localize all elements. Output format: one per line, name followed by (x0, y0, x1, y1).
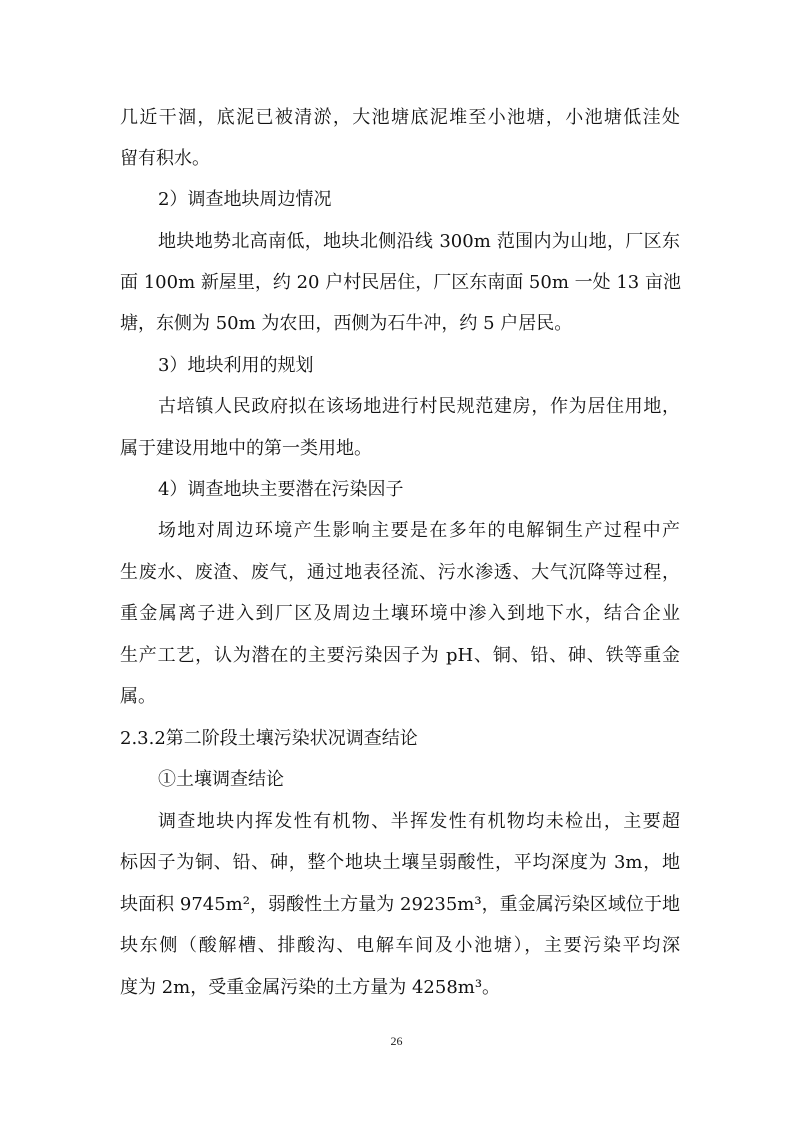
paragraph-line: 场地对周边环境产生影响主要是在多年的电解铜生产过程中产 (158, 520, 680, 541)
paragraph-line: 古培镇人民政府拟在该场地进行村民规范建房，作为居住用地， (158, 396, 680, 417)
subsection-heading: ①土壤调查结论 (158, 769, 284, 790)
paragraph-line: 块面积 9745m²，弱酸性土方量为 29235m³，重金属污染区域位于地 (120, 894, 680, 915)
paragraph-line: 塘，东侧为 50m 为农田，西侧为石牛冲，约 5 户居民。 (120, 313, 573, 334)
paragraph-line: 地块地势北高南低，地块北侧沿线 300m 范围内为山地，厂区东 (158, 231, 680, 252)
list-heading: 3）地块利用的规划 (158, 355, 314, 376)
paragraph-line: 属。 (120, 686, 156, 707)
paragraph-line: 标因子为铜、铅、砷，整个地块土壤呈弱酸性，平均深度为 3m，地 (120, 852, 680, 873)
paragraph-line: 重金属离子进入到厂区及周边土壤环境中渗入到地下水，结合企业 (120, 603, 680, 624)
list-heading: 4）调查地块主要潜在污染因子 (158, 479, 404, 500)
list-heading: 2）调查地块周边情况 (158, 189, 332, 210)
paragraph-line: 属于建设用地中的第一类用地。 (120, 438, 372, 459)
paragraph-line: 调查地块内挥发性有机物、半挥发性有机物均未检出，主要超 (158, 811, 680, 832)
paragraph-line: 生产工艺，认为潜在的主要污染因子为 pH、铜、铅、砷、铁等重金 (120, 645, 680, 666)
paragraph-line: 留有积水。 (120, 148, 210, 169)
paragraph-line: 生废水、废渣、废气，通过地表径流、污水渗透、大气沉降等过程， (120, 562, 680, 583)
paragraph-line: 几近干涸，底泥已被清淤，大池塘底泥堆至小池塘，小池塘低洼处 (120, 107, 680, 128)
paragraph-line: 度为 2m，受重金属污染的土方量为 4258m³。 (120, 977, 501, 998)
paragraph-line: 块东侧（酸解槽、排酸沟、电解车间及小池塘），主要污染平均深 (120, 935, 680, 956)
section-heading: 2.3.2第二阶段土壤污染状况调查结论 (120, 728, 418, 749)
paragraph-line: 面 100m 新屋里，约 20 户村民居住，厂区东南面 50m 一处 13 亩池 (120, 272, 681, 293)
page-number: 26 (390, 1034, 403, 1048)
